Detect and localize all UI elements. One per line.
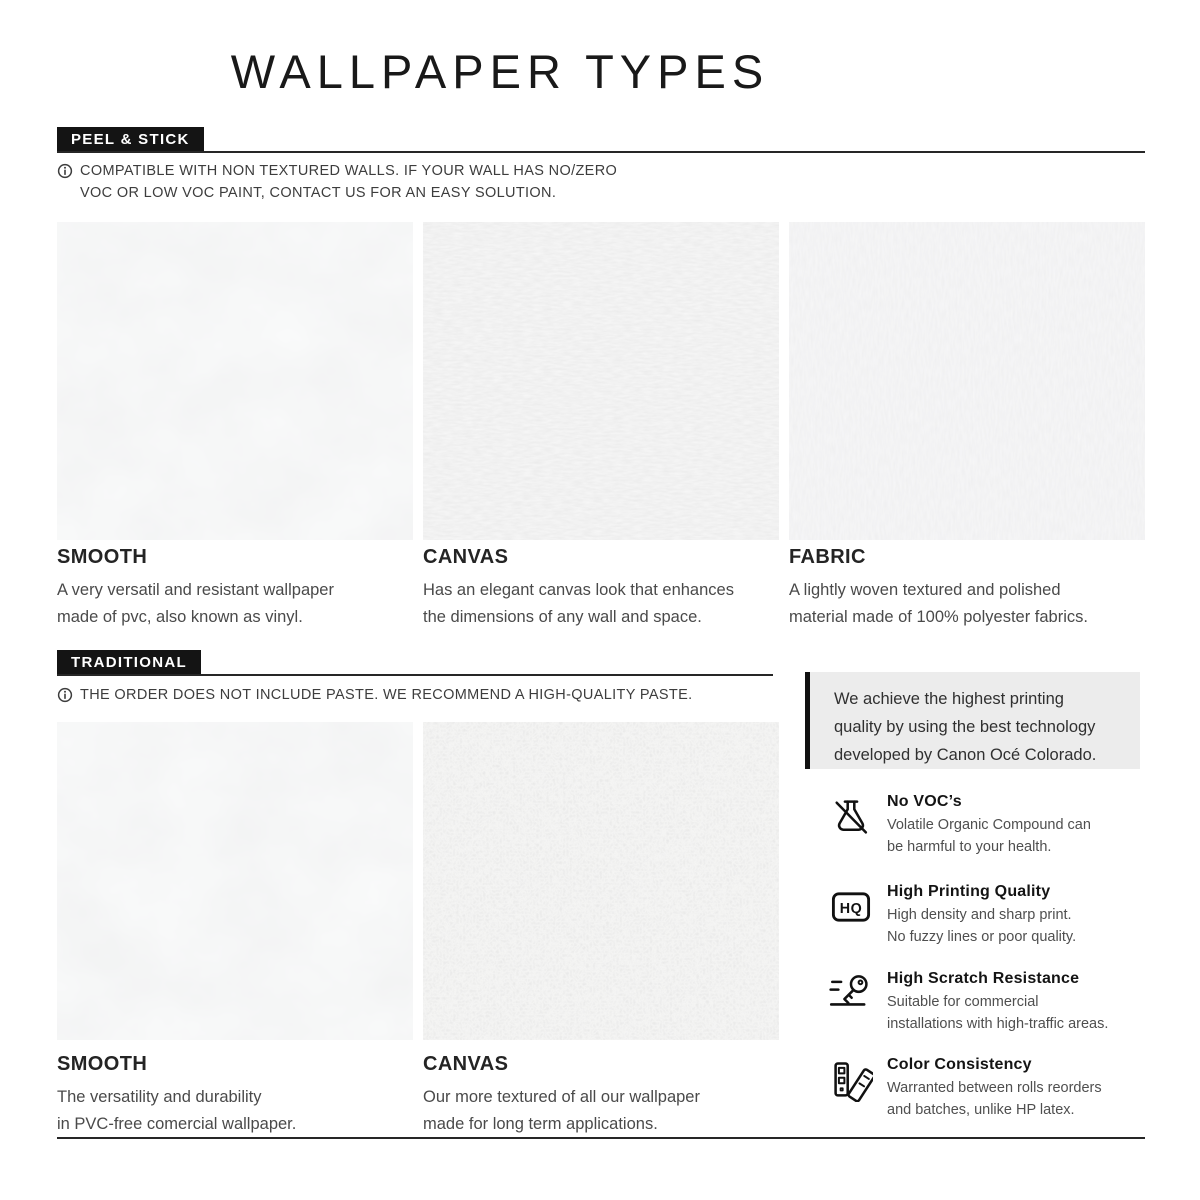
- swatch-desc: A lightly woven textured and polished: [789, 581, 1061, 599]
- feature-title: High Printing Quality: [887, 883, 1051, 900]
- caption-smooth-peel-stick: [57, 546, 413, 631]
- caption-fabric-peel-stick: [789, 546, 1145, 631]
- section-label-traditional: TRADITIONAL: [57, 650, 201, 676]
- feature-desc: be harmful to your health.: [887, 839, 1052, 855]
- swatch-desc: Has an elegant canvas look that enhances: [423, 581, 734, 599]
- swatch-desc: made of pvc, also known as vinyl.: [57, 608, 303, 626]
- feature-desc: Volatile Organic Compound can: [887, 817, 1091, 833]
- feature-color-consistency: [805, 1056, 1165, 1121]
- swatch-title: SMOOTH: [57, 1053, 148, 1075]
- swatch-title: CANVAS: [423, 546, 509, 568]
- bottom-rule: [57, 1137, 1145, 1139]
- feature-desc: installations with high-traffic areas.: [887, 1016, 1109, 1032]
- feature-scratch-resistance: [805, 970, 1165, 1035]
- quote-line: quality by using the best technology: [834, 718, 1096, 736]
- note-line: COMPATIBLE WITH NON TEXTURED WALLS. IF YOUR WALL HAS NO/ZERO: [80, 163, 618, 179]
- caption-smooth-traditional: [57, 1053, 413, 1138]
- swatch-desc: made for long term applications.: [423, 1115, 658, 1133]
- swatch-title: CANVAS: [423, 1053, 509, 1075]
- key-scratch-icon: [829, 972, 873, 1016]
- quote-line: developed by Canon Océ Colorado.: [834, 746, 1097, 764]
- feature-desc: High density and sharp print.: [887, 907, 1072, 923]
- swatch-smooth-traditional: [57, 722, 413, 1040]
- swatch-smooth-peel-stick: [57, 222, 413, 540]
- rule-traditional: [57, 674, 773, 676]
- caption-canvas-traditional: [423, 1053, 779, 1138]
- feature-list: [805, 793, 1165, 1153]
- feature-title: High Scratch Resistance: [887, 970, 1080, 987]
- note-traditional: [57, 684, 797, 710]
- note-line: THE ORDER DOES NOT INCLUDE PASTE. WE RECOMMEND A HIGH-QUALITY PASTE.: [80, 687, 693, 703]
- feature-title: No VOC’s: [887, 793, 962, 810]
- swatch-title: SMOOTH: [57, 546, 148, 568]
- feature-desc: Suitable for commercial: [887, 994, 1039, 1010]
- swatch-canvas-peel-stick: [423, 222, 779, 540]
- page-title: WALLPAPER TYPES: [230, 45, 770, 98]
- note-peel-stick: [57, 160, 777, 204]
- note-line: VOC OR LOW VOC PAINT, CONTACT US FOR AN EASY SOLUTION.: [80, 185, 557, 201]
- info-icon: [57, 687, 73, 710]
- feature-title: Color Consistency: [887, 1056, 1032, 1073]
- swatch-desc: The versatility and durability: [57, 1088, 262, 1106]
- swatch-title: FABRIC: [789, 546, 866, 568]
- color-swatchbook-icon: [829, 1058, 873, 1102]
- printing-quality-quote: [805, 672, 1140, 769]
- swatch-desc: the dimensions of any wall and space.: [423, 608, 702, 626]
- feature-high-printing-quality: [805, 883, 1165, 948]
- no-voc-flask-icon: [829, 795, 873, 839]
- swatch-canvas-traditional: [423, 722, 779, 1040]
- feature-no-voc: [805, 793, 1165, 858]
- caption-canvas-peel-stick: [423, 546, 779, 631]
- hq-badge-icon: [829, 885, 873, 929]
- feature-desc: and batches, unlike HP latex.: [887, 1102, 1075, 1118]
- feature-desc: Warranted between rolls reorders: [887, 1080, 1102, 1096]
- swatch-desc: in PVC-free comercial wallpaper.: [57, 1115, 297, 1133]
- rule-peel-stick: [57, 151, 1145, 153]
- info-icon: [57, 163, 73, 204]
- section-label-peel-stick: PEEL & STICK: [57, 127, 204, 153]
- feature-desc: No fuzzy lines or poor quality.: [887, 929, 1077, 945]
- quote-line: We achieve the highest printing: [834, 690, 1064, 708]
- swatch-desc: A very versatil and resistant wallpaper: [57, 581, 334, 599]
- swatch-desc: Our more textured of all our wallpaper: [423, 1088, 700, 1106]
- swatch-fabric-peel-stick: [789, 222, 1145, 540]
- svg-text:HQ: HQ: [839, 901, 863, 918]
- swatch-desc: material made of 100% polyester fabrics.: [789, 608, 1088, 626]
